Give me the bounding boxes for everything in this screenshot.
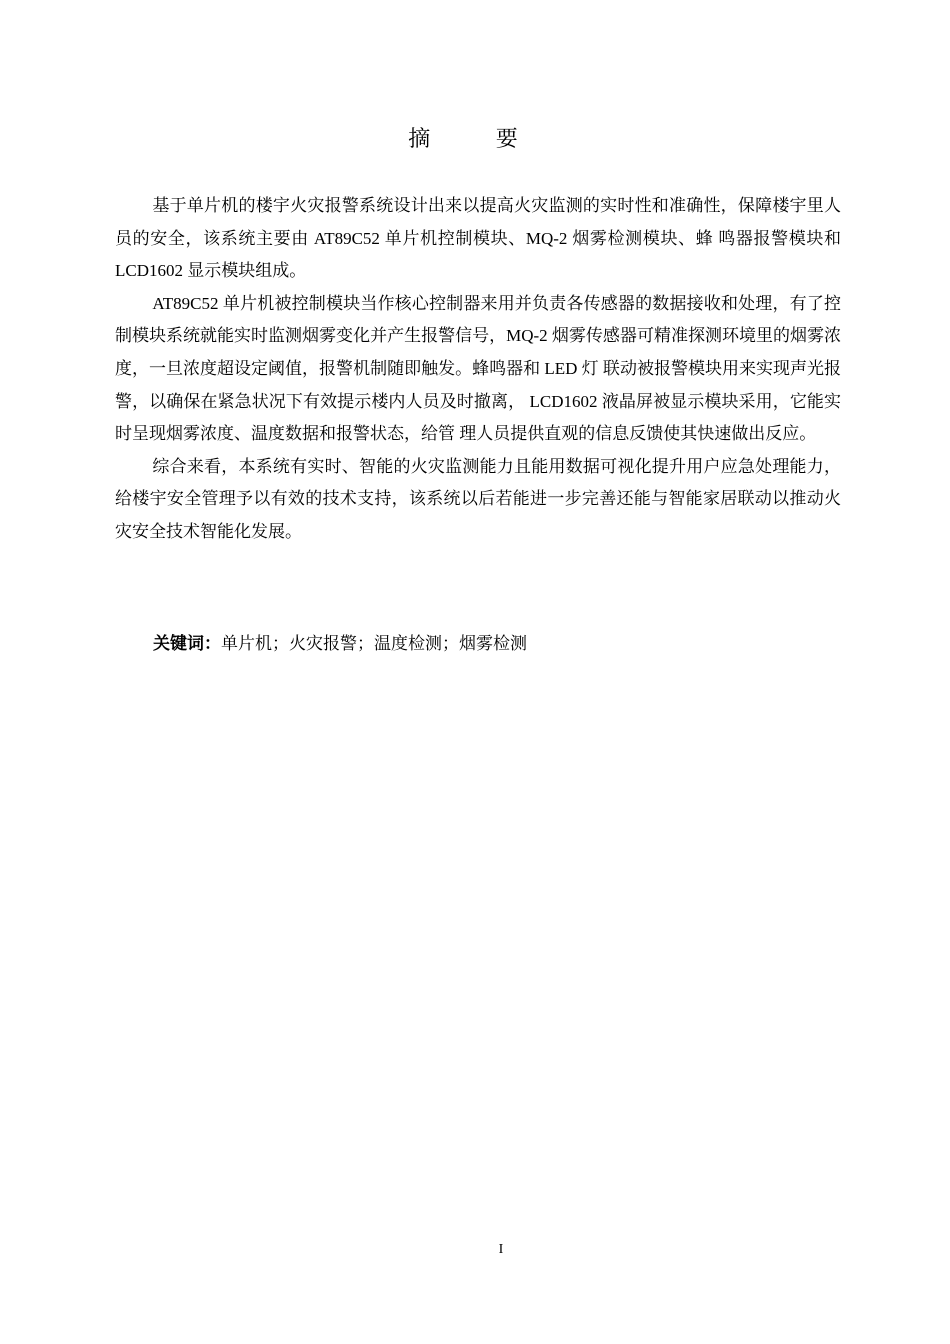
page-number: I	[498, 1242, 504, 1257]
abstract-paragraph-3: 综合来看，本系统有实时、智能的火灾监测能力且能用数据可视化提升用户应急处理能力，给楼宇安全管理予以有效的技术支持，该系统以后若能进一步完善还能与智能家居联动以推动火灾安全技术智能化发展。	[115, 456, 841, 541]
abstract-paragraph-2: AT89C52 单片机被控制模块当作核心控制器来用并负责各传感器的数据接收和处理，有了控制模块系统就能实时监测烟雾变化并产生报警信号，MQ-2 烟雾传感器可精准探测环境里的烟雾浓度，一旦浓度超设定阈值，报警机制随即触发。蜂鸣器和 LED 灯 联动被报警模块用来实现声光报警，以确保在紧急状况下有效提示楼内人员及时撤离， LCD1602 液晶屏被显示模块采用，它能实时呈现烟雾浓度、温度数据和报警状态，给管 理人员提供直观的信息反馈使其快速做出反应。	[115, 293, 841, 444]
keywords-label: 关键词：	[153, 634, 221, 654]
keywords-line	[153, 628, 527, 660]
keywords-list: 单片机；火灾报警；温度检测；烟雾检测	[221, 634, 527, 653]
abstract-body	[115, 190, 841, 549]
abstract-title: 摘 要	[408, 126, 548, 151]
abstract-paragraph-1: 基于单片机的楼宇火灾报警系统设计出来以提高火灾监测的实时性和准确性，保障楼宇里人员的安全，该系统主要由 AT89C52 单片机控制模块、MQ-2 烟雾检测模块、蜂 鸣器报警模块和 LCD1602 显示模块组成。	[115, 196, 841, 281]
